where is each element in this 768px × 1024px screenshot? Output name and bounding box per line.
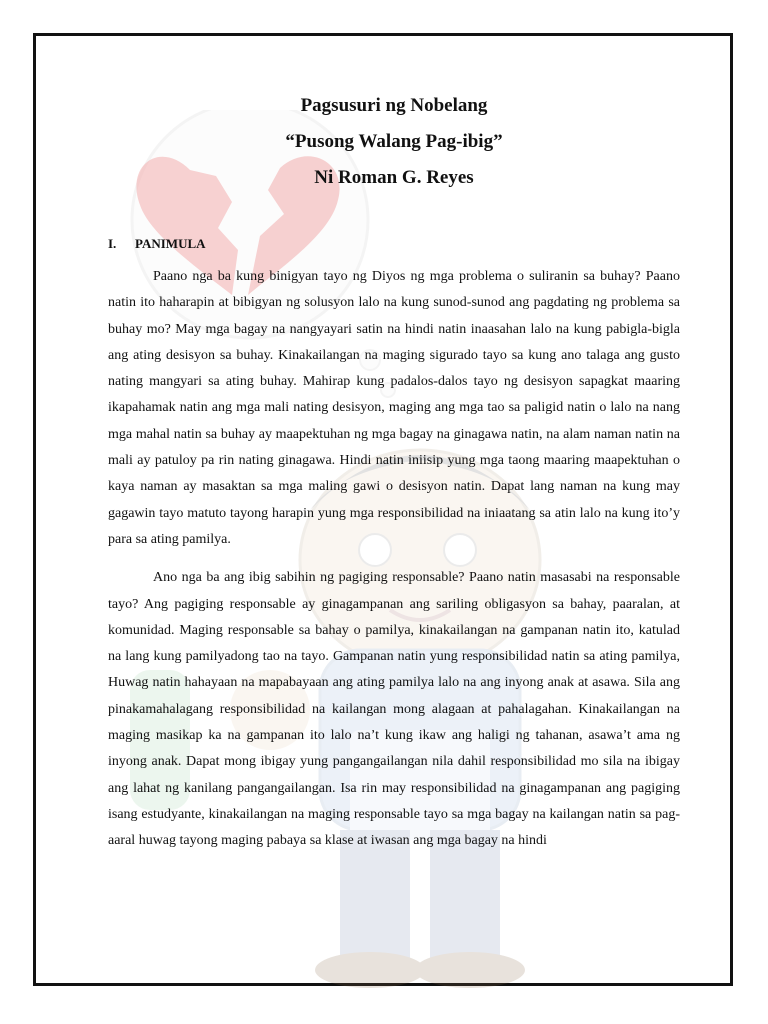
document-title-line-1: Pagsusuri ng Nobelang	[300, 95, 488, 116]
paragraph: Paano nga ba kung binigyan tayo ng Diyos ng mga problema o suliranin sa buhay? Paano natin ito haharapin at bibigyan ng solusyon lalo na kung sunod-sunod ang pagdating ng problema sa buhay mo? May mga bagay na nangyayari satin na hindi natin inaasahan lalo na kung pabigla-bigla ang ating desisyon sa buhay. Kinakailangan na maging sigurado tayo sa kung ano talaga ang gusto nating mangyari sa ating buhay. Mahirap kung padalos-dalos tayo ng desisyon sapagkat maaring ikapahamak natin ang mga mali nating desisyon, maging ang mga tao sa paligid natin o lalo na nang mga mahal natin sa buhay ay maapektuhan ng mga bagay na ginagawa natin, na alam naman natin na mali ay patuloy pa rin nating ginagawa. Hindi natin iniisip yung mga taong maaring maapektuhan o kaya naman ay masaktan sa mga maling gawi o desisyon natin. Dapat lang naman na kung may gagawin tayo matuto tayong harapin yung mga responsibilidad na iniaatang sa atin lalo na kung ito’y para sa ating pamilya.	[108, 269, 680, 547]
paragraph: Ano nga ba ang ibig sabihin ng pagiging responsable? Paano natin masasabi na responsable tayo? Ang pagiging responsable ay ginagampanan ang sariling obligasyon sa bahay, paaralan, at komunidad. Maging responsable sa bahay o pamilya, kinakailangan na gampanan natin ito, katulad na lang kung pamilyadong tao na tayo. Gampanan natin yung responsibilidad natin sa ating pamilya, Huwag natin hahayaan na mapabayaan ang ating pamilya lalo na ang inyong anak at asawa. Sila ang pinakamahalagang responsibilidad na kailangan mong alagaan at pahalagahan. Kinakailangan na maging masikap ka na gampanan ito lalo na’t kung ikaw ang haligi ng tahanan, asawa’t ama ng inyong anak. Dapat mong ibigay yung pangangailangan nila dahil responsibilidad mo sila na ibigay ang lahat ng kanilang pangangailangan. Isa rin may responsibilidad na ginagampanan ang pagiging isang estudyante, kinakailangan na maging responsable tayo sa mga bagay na kailangan natin sa pag-aaral huwag tayong maging pabaya sa klase at iwasan ang mga bagay na hindi	[108, 570, 680, 849]
section-heading	[108, 236, 680, 252]
document-title-line-3: Ni Roman G. Reyes	[314, 167, 474, 188]
document-title-line-2: “Pusong Walang Pag-ibig”	[285, 131, 503, 152]
section-number: I.	[108, 236, 117, 251]
document-body	[108, 92, 680, 855]
section-title: PANIMULA	[135, 236, 206, 251]
